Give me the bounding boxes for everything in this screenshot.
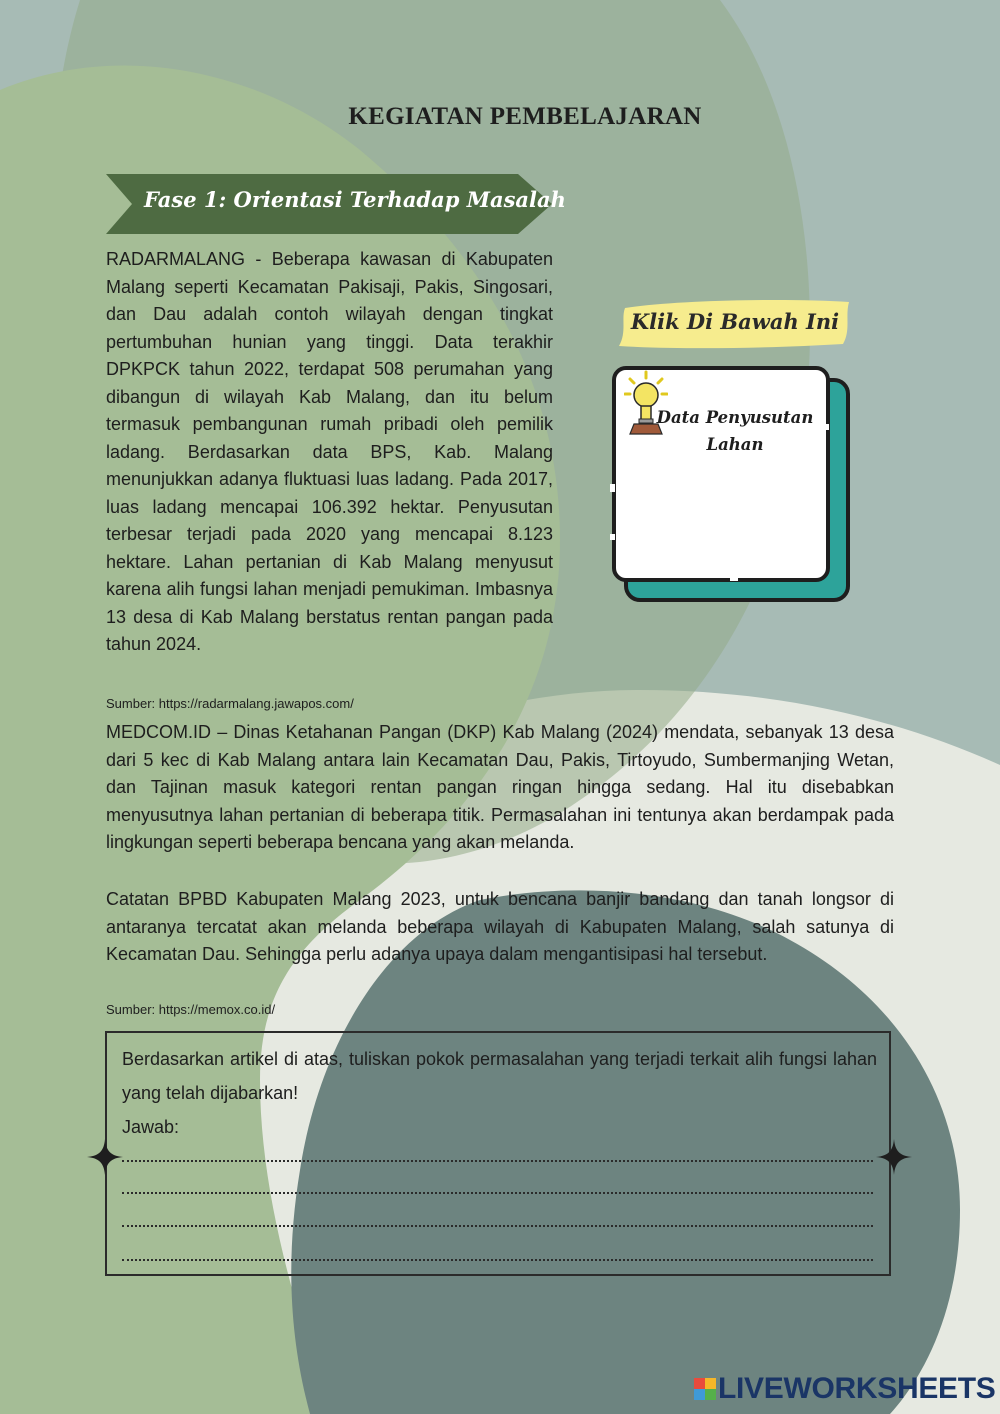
answer-line[interactable] (122, 1224, 873, 1227)
liveworksheets-wordmark: LIVEWORKSHEETS (718, 1372, 996, 1405)
answer-line[interactable] (122, 1159, 873, 1162)
card-title: Data Penyusutan Lahan (656, 408, 814, 454)
sparkle-left-icon (87, 1139, 123, 1175)
answer-line[interactable] (122, 1191, 873, 1194)
article-memox-source: Sumber: https://memox.co.id/ (106, 1002, 276, 1017)
liveworksheets-badge-icon (694, 1378, 716, 1400)
answer-label: Jawab: (122, 1117, 180, 1137)
question-text: Berdasarkan artikel di atas, tuliskan pokok permasalahan yang terjadi terkait alih fungsi lahan yang telah dijabarkan! (122, 1049, 877, 1103)
sparkle-right-icon (876, 1139, 912, 1175)
data-penyusutan-card[interactable] (610, 364, 850, 604)
article-radarmalang: RADARMALANG - Beberapa kawasan di Kabupaten Malang seperti Kecamatan Pakisaji, Pakis, Singosari, dan Dau adalah contoh wilayah dengan tingkat pertumbuhan hunian yang tinggi. Data terakhir DPKPCK tahun 2022, terdapat 508 perumahan yang dibangun di wilayah Kab Malang, dan itu belum termasuk pembangunan rumah pribadi oleh pemilik ladang. Berdasarkan data BPS, Kab. Malang menunjukkan adanya fluktuasi luas ladang. Pada 2017, luas ladang mencapai 106.392 hektar. Penyusutan terbesar terjadi pada 2020 yang mencapai 8.123 hektare. Lahan pertanian di Kab Malang menyusut karena alih fungsi lahan menjadi pemukiman. Imbasnya 13 desa di Kab Malang berstatus rentan pangan pada tahun 2024. (106, 249, 553, 654)
phase-banner (106, 174, 566, 234)
article-radarmalang-source: Sumber: https://radarmalang.jawapos.com/ (106, 696, 354, 711)
question-box (105, 1031, 891, 1276)
phase-label: Fase 1: Orientasi Terhadap Masalah (144, 187, 566, 212)
page-title: KEGIATAN PEMBELAJARAN (348, 103, 702, 130)
article-bpbd: Catatan BPBD Kabupaten Malang 2023, untuk bencana banjir bandang dan tanah longsor di antaranya tercatat akan melanda beberapa wilayah di Kabupaten Malang, salah satunya di Kecamatan Dau. Sehingga perlu adanya upaya dalam mengantisipasi hal tersebut. (106, 889, 894, 964)
article-medcom: MEDCOM.ID – Dinas Ketahanan Pangan (DKP) Kab Malang (2024) mendata, sebanyak 13 desa dari 5 kec di Kab Malang antara lain Kecamatan Dau, Pakis, Tirtoyudo, Sumbermanjing Wetan, dan Tajinan masuk kategori rentan pangan ringan hingga sedang. Hal itu disebabkan menyusutnya lahan pertanian di beberapa titik. Permasalahan ini tentunya akan berdampak pada lingkungan seperti beberapa bencana yang akan melanda. (106, 722, 894, 852)
click-label: Klik Di Bawah Ini (630, 309, 840, 334)
answer-line[interactable] (122, 1258, 873, 1261)
click-banner (617, 296, 853, 352)
